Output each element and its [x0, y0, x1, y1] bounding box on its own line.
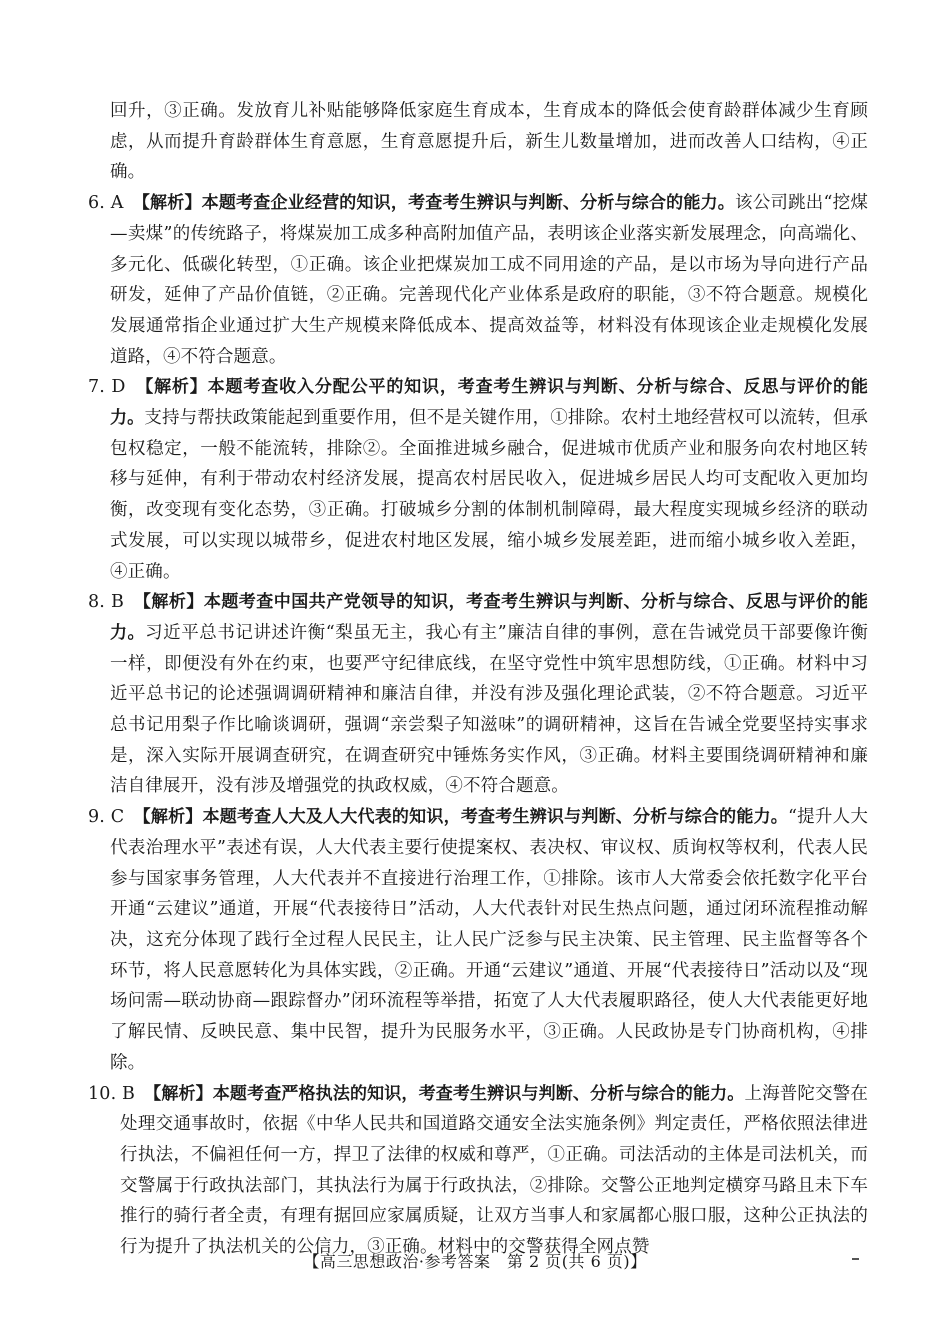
answer-number: 7. D	[88, 377, 126, 398]
answer-item-6	[88, 188, 868, 372]
analysis-body: 该公司跳出“挖煤—卖煤”的传统路子，将煤炭加工成多种高附加值产品，表明该企业落实新发展理念，向高端化、多元化、低碳化转型，①正确。该企业把煤炭加工成不同用途的产品，是以市场为导向进行产品研发，延伸了产品价值链，②正确。完善现代化产业体系是政府的职能，③不符合题意。规模化发展通常指企业通过扩大生产规模来降低成本、提高效益等，材料没有体现该企业走规模化发展道路，④不符合题意。	[110, 193, 869, 367]
answer-number: 9. C	[88, 807, 125, 828]
analysis-body: “提升人大代表治理水平”表述有误，人大代表主要行使提案权、表决权、审议权、质询权等权利，代表人民参与国家事务管理，人大代表并不直接进行治理工作，①排除。该市人大常委会依托数字化平台开通“云建议”通道，开展“代表接待日”活动，人大代表针对民生热点问题，通过闭环流程推动解决，这充分体现了践行全过程人民民主，让人民广泛参与民主决策、民主管理、民主监督等各个环节，将人民意愿转化为具体实践，②正确。开通“云建议”通道、开展“代表接待日”活动以及“现场问需—联动协商—跟踪督办”闭环流程等举措，拓宽了人大代表履职路径，使人大代表能更好地了解民情、反映民意、集中民智，提升为民服务水平，③正确。人民政协是专门协商机构，④排除。	[110, 807, 868, 1073]
answer-number: 8. B	[88, 592, 125, 613]
analysis-body: 支持与帮扶政策能起到重要作用，但不是关键作用，①排除。农村土地经营权可以流转，但承包权稳定，一般不能流转，排除②。全面推进城乡融合，促进城市优质产业和服务向农村地区转移与延伸，有利于带动农村经济发展，提高农村居民收入，促进城乡居民人均可支配收入更加均衡，改变现有变化态势，③正确。打破城乡分割的体制机制障碍，最大程度实现城乡经济的联动式发展，可以实现以城带乡，促进农村地区发展，缩小城乡发展差距，进而缩小城乡收入差距，④正确。	[110, 408, 868, 582]
analysis-lead: 【解析】本题考查严格执法的知识，考查考生辨识与判断、分析与综合的能力。	[152, 1083, 745, 1104]
answer-content	[88, 96, 868, 1263]
analysis-body: 习近平总书记讲述许衡“梨虽无主，我心有主”廉洁自律的事例，意在告诫党员干部要像许衡一样，即便没有外在约束，也要严守纪律底线，在坚守党性中筑牢思想防线，①正确。材料中习近平总书记的论述强调调研精神和廉洁自律，并没有涉及强化理论武装，②不符合题意。习近平总书记用梨子作比喻谈调研，强调“亲尝梨子知滋味”的调研精神，这旨在告诫全党要坚持实事求是，深入实际开展调查研究，在调查研究中锤炼务实作风，③正确。材料主要围绕调研精神和廉洁自律展开，没有涉及增强党的执政权威，④不符合题意。	[110, 622, 868, 797]
answer-item-9	[88, 802, 868, 1078]
answer-item-7	[88, 372, 868, 587]
intro-paragraph: 回升，③正确。发放育儿补贴能够降低家庭生育成本，生育成本的降低会使育龄群体减少生育顾虑，从而提升育龄群体生育意愿，生育意愿提升后，新生儿数量增加，进而改善人口结构，④正确。	[110, 101, 868, 183]
analysis-lead: 【解析】本题考查收入分配公平的知识，考查考生辨识与判断、分析与综合、反思与评价的能力。	[110, 377, 868, 429]
page-footer: 【高三思想政治·参考答案 第 2 页(共 6 页)】	[303, 1252, 647, 1271]
analysis-lead: 【解析】本题考查中国共产党领导的知识，考查考生辨识与判断、分析与综合、反思与评价的能力。	[110, 592, 868, 643]
analysis-body: 上海普陀交警在处理交通事故时，依据《中华人民共和国道路交通安全法实施条例》判定责任，严格依照法律进行执法，不偏袒任何一方，捍卫了法律的权威和尊严，①正确。司法活动的主体是司法机关，而交警属于行政执法部门，其执法行为属于行政执法，②排除。交警公正地判定横穿马路且未下车推行的骑行者全责，有理有据回应家属质疑，让双方当事人和家属都心服口服，这种公正执法的行为提升了执法机关的公信力，③正确。材料中的交警获得全网点赞	[120, 1083, 868, 1258]
analysis-lead: 【解析】本题考查企业经营的知识，考查考生辨识与判断、分析与综合的能力。	[141, 193, 735, 214]
answer-item-10	[88, 1079, 868, 1263]
corner-mark	[852, 1258, 859, 1260]
answer-number: 6. A	[88, 193, 124, 214]
answer-item-8	[88, 587, 868, 802]
answer-number: 10. B	[88, 1083, 136, 1104]
analysis-lead: 【解析】本题考查人大及人大代表的知识，考查考生辨识与判断、分析与综合的能力。	[142, 807, 789, 828]
